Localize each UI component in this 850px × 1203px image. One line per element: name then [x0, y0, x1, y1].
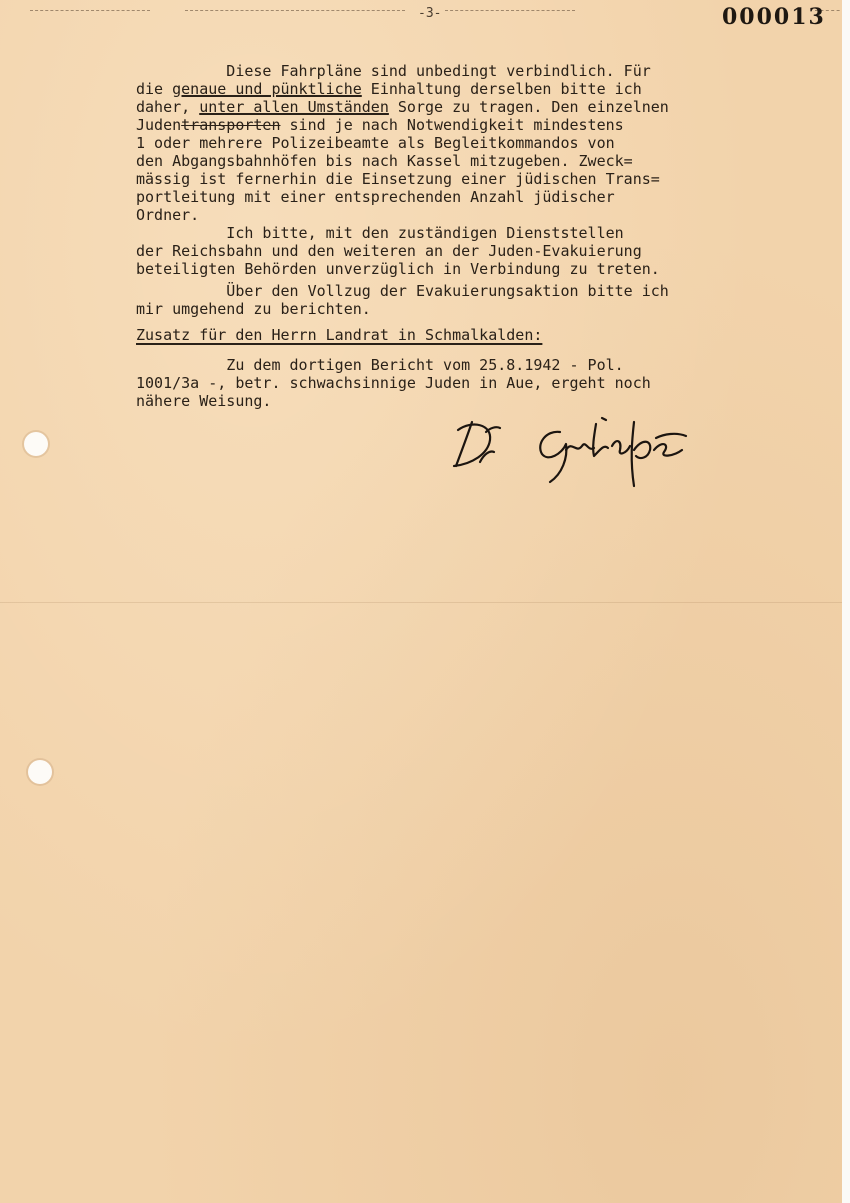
struck-text: transporten — [181, 116, 281, 134]
text-run: Einhaltung derselben bitte ich — [361, 80, 642, 98]
body-line: 1 oder mehrere Polizeibeamte als Begleitkommandos von — [136, 134, 615, 152]
header-rule — [30, 10, 150, 11]
header-rule — [185, 10, 405, 11]
body-line: Ordner. — [136, 206, 200, 224]
body-line — [136, 98, 669, 116]
fold-line — [0, 602, 842, 603]
body-line: den Abgangsbahnhöfen bis nach Kassel mitzugeben. Zweck= — [136, 152, 633, 170]
signature-drawing — [450, 410, 720, 490]
text-run: Juden — [136, 116, 182, 134]
punch-hole — [28, 760, 52, 784]
body-line — [136, 80, 642, 98]
body-line: Über den Vollzug der Evakuierungsaktion bitte ich — [136, 282, 669, 300]
body-line: portleitung mit einer entsprechenden Anzahl jüdischer — [136, 188, 615, 206]
body-line: Diese Fahrpläne sind unbedingt verbindlich. Für — [136, 62, 651, 80]
underlined-text: unter allen Umständen — [199, 98, 389, 116]
header-rule — [445, 10, 575, 11]
body-line: der Reichsbahn und den weiteren an der Juden-Evakuierung — [136, 242, 642, 260]
handwritten-signature — [450, 410, 720, 490]
body-line: nähere Weisung. — [136, 392, 272, 410]
text-run: die — [136, 80, 173, 98]
section-heading: Zusatz für den Herrn Landrat in Schmalkalden: — [136, 326, 543, 344]
body-line: Zu dem dortigen Bericht vom 25.8.1942 - Pol. — [136, 356, 624, 374]
text-run: sind je nach Notwendigkeit mindestens — [280, 116, 624, 134]
body-line: mir umgehend zu berichten. — [136, 300, 371, 318]
page-number: -3- — [418, 6, 442, 21]
body-line: Ich bitte, mit den zuständigen Dienststellen — [136, 224, 624, 242]
punch-hole — [24, 432, 48, 456]
underlined-text: genaue und pünktliche — [172, 80, 362, 98]
text-run: Sorge zu tragen. Den einzelnen — [388, 98, 669, 116]
text-run: daher, — [136, 98, 200, 116]
body-line: 1001/3a -, betr. schwachsinnige Juden in Aue, ergeht noch — [136, 374, 651, 392]
body-line: beteiligten Behörden unverzüglich in Verbindung zu treten. — [136, 260, 660, 278]
body-line: mässig ist fernerhin die Einsetzung einer jüdischen Trans= — [136, 170, 660, 188]
serial-number: 000013 — [722, 4, 826, 30]
page-edge — [842, 0, 850, 1203]
body-line — [136, 116, 624, 134]
